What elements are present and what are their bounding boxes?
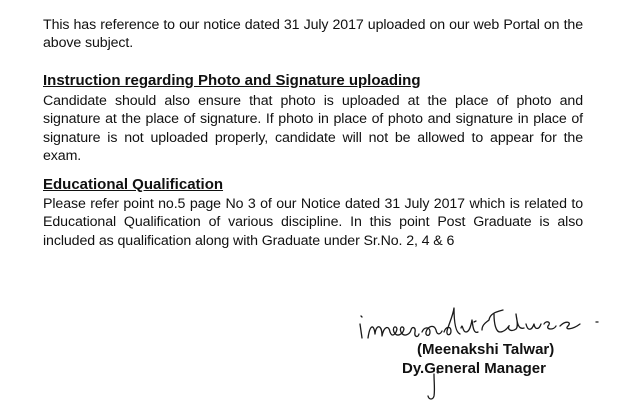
educational-qualification-paragraph: Please refer point no.5 page No 3 of our Notice dated 31 July 2017 which is related to Educational Qualification of various discipline. In this point Post Graduate is also included as qualification along with Graduate under Sr.No. 2, 4 & 6 (43, 196, 583, 249)
educational-qualification-heading: Educational Qualification (43, 176, 224, 193)
handwritten-initials (416, 370, 456, 404)
handwritten-signature (356, 294, 640, 346)
signatory-designation: Dy.General Manager (402, 360, 546, 377)
signatory-name: (Meenakshi Talwar) (417, 341, 555, 358)
intro-paragraph: This has reference to our notice dated 31 July 2017 uploaded on our web Portal on the above subject. (43, 17, 583, 52)
photo-signature-heading: Instruction regarding Photo and Signature uploading (43, 72, 421, 89)
photo-signature-paragraph: Candidate should also ensure that photo is uploaded at the place of photo and signature at the place of signature. If photo in place of photo and signature in place of signature is not uploaded properly, candidate will not be allowed to appear for the exam. (43, 93, 583, 165)
